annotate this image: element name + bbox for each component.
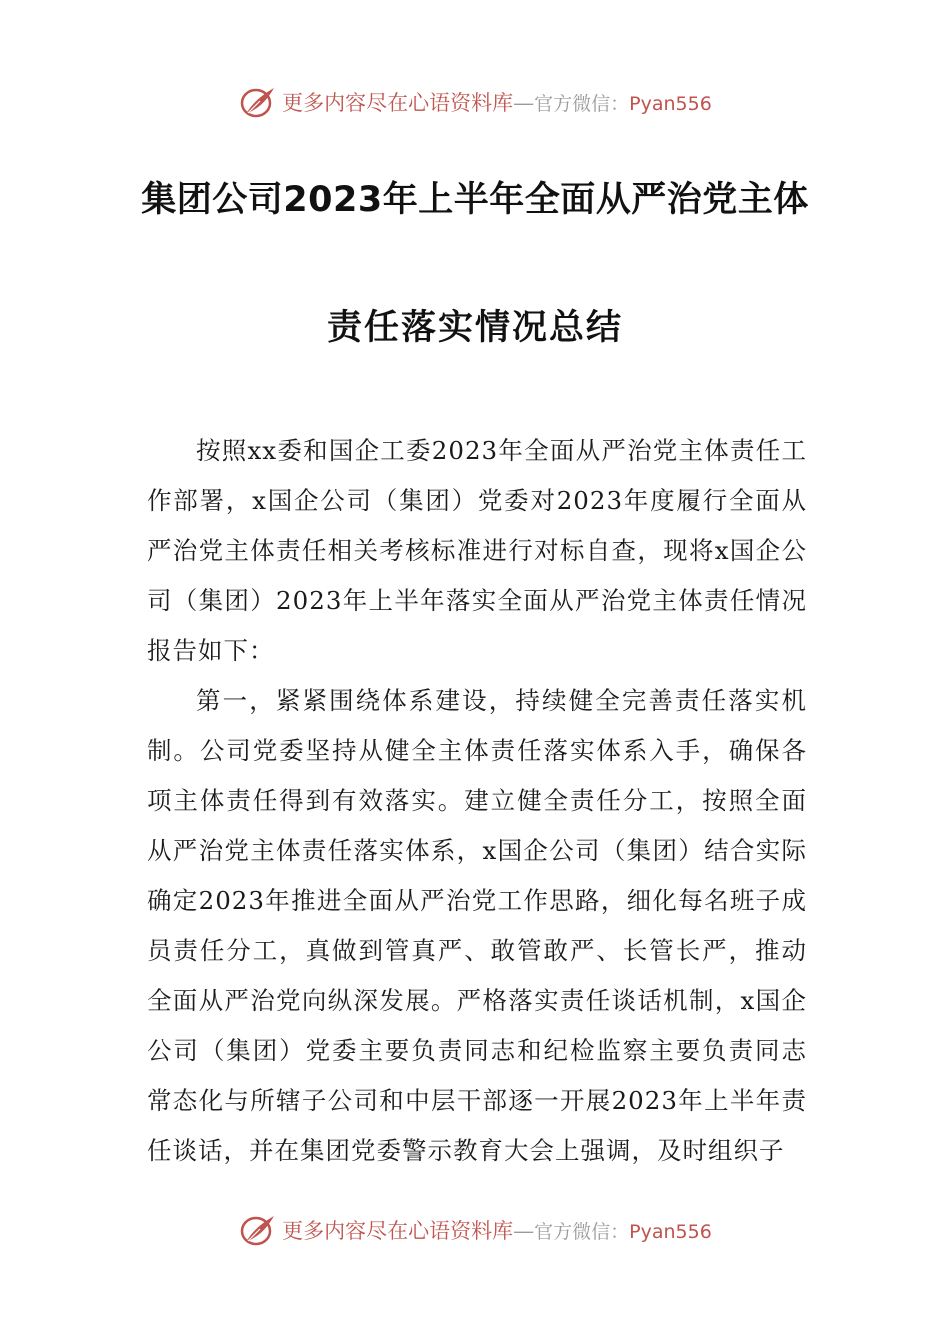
watermark-dash: — [513, 1219, 535, 1243]
document-body [147, 426, 807, 1176]
watermark-contact-label: 官方微信： [534, 93, 630, 115]
watermark-contact-id: Pyan556 [629, 1221, 712, 1243]
document-title-line-1: 集团公司2023年上半年全面从严治党主体 [141, 180, 809, 220]
watermark-dash: — [513, 91, 535, 115]
quill-logo-icon [238, 84, 278, 120]
quill-logo-icon [238, 1212, 278, 1248]
paragraph-intro: 按照xx委和国企工委2023年全面从严治党主体责任工作部署，x国企公司（集团）党委对2023年度履行全面从严治党主体责任相关考核标准进行对标自查，现将x国企公司（集团）2023年上半年落实全面从严治党主体责任情况报告如下： [147, 436, 807, 665]
watermark-contact-label: 官方微信： [534, 1221, 630, 1243]
document-title-line-2: 责任落实情况总结 [326, 308, 623, 348]
footer-watermark [0, 1208, 950, 1252]
watermark-contact-id: Pyan556 [629, 93, 712, 115]
paragraph-first-point: 第一，紧紧围绕体系建设，持续健全完善责任落实机制。公司党委坚持从健全主体责任落实体系入手，确保各项主体责任得到有效落实。建立健全责任分工，按照全面从严治党主体责任落实体系，x国企公司（集团）结合实际确定2023年推进全面从严治党工作思路，细化每名班子成员责任分工，真做到管真严、敢管敢严、长管长严，推动全面从严治党向纵深发展。严格落实责任谈话机制，x国企公司（集团）党委主要负责同志和纪检监察主要负责同志常态化与所辖子公司和中层干部逐一开展2023年上半年责任谈话，并在集团党委警示教育大会上强调，及时组织子 [147, 686, 807, 1165]
header-watermark [0, 80, 950, 124]
watermark-text: 更多内容尽在心语资料库 [282, 1219, 514, 1243]
watermark-text: 更多内容尽在心语资料库 [282, 91, 514, 115]
